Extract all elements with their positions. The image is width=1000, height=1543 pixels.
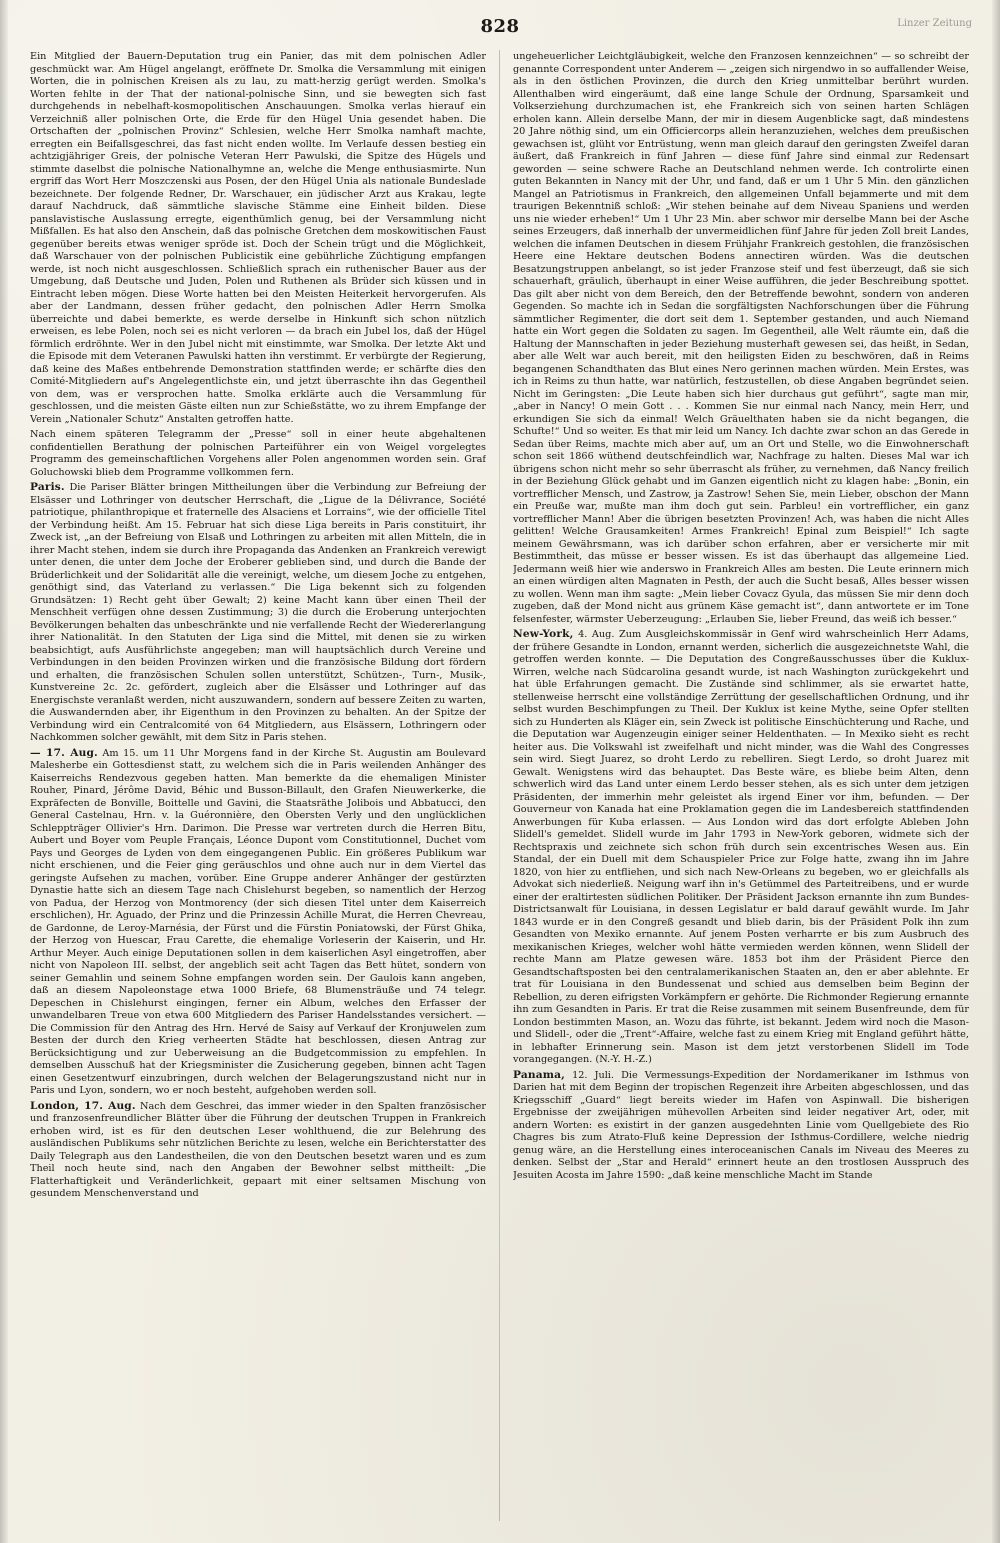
right-article-2-lead: New-York, <box>513 628 574 640</box>
right-column <box>513 50 969 1521</box>
right-article-2-text: 4. Aug. Zum Ausgleichskommissär in Genf wird wahrscheinlich Herr Adams, der frühere Gesandte in London, ernannt werden, sicherlich die ausgezeichnetste Wahl, die getroffen werden konnte. — Die Deputation des Congreßausschusses über die Kuklux-Wirren, welche nach Südcarolina gesandt wurde, ist nach Washington zurückgekehrt und hat üble Erfahrungen gemacht. Die Zustände sind schlimmer, als sie erwartet hatte, stellenweise herrscht eine vollständige Zerrüttung der gesellschaftlichen Ordnung, und ihr selbst wurden Beschimpfungen zu Theil. Der Kuklux ist keine Mythe, seine Opfer stellten sich zu Hunderten als Kläger ein, sein Zweck ist politische Einschüchterung und Rache, und die Deputation war Augenzeugin einiger seiner Heldenthaten. — In Mexiko sieht es recht heiter aus. Die Volkswahl ist zweifelhaft und nicht minder, was die Wahl des Congresses sein wird. Siegt Juarez, so droht Lerdo zu rebelliren. Siegt Lerdo, so droht Juarez mit Gewalt. Wenigstens wird das behauptet. Das Beste wäre, es bliebe beim Alten, denn schwerlich wird das Land unter einem Lerdo besser stehen, als es sich unter dem jetzigen Präsidenten, der immerhin mehr geleistet als irgend Einer vor ihm, befunden. — Der Gouverneur von Kanada hat eine Proklamation gegen die im Landesbereich stattfindenden Anwerbungen für Kuba erlassen. — Aus London wird das dort erfolgte Ableben John Slidell's gemeldet. Slidell wurde im Jahr 1793 in New-York geboren, widmete sich der Rechtspraxis und zeichnete sich schon früh durch sein excentrisches Wesen aus. Ein Standal, der ein Duell mit dem Schauspieler Price zur Folge hatte, zwang ihn im Jahre 1820, von hier zu entfliehen, und sich nach New-Orleans zu begeben, wo er gleichfalls als Advokat sich niederließ. Neigung warf ihn in's Getümmel des Parteitreibens, und er wurde einer der eraltirtesten südlichen Politiker. Der Präsident Jackson ernannte ihn zum Bundes-Districtsanwalt für Louisiana, in dessen Legislatur er bald darauf gewählt wurde. Im Jahr 1843 wurde er in den Congreß gesandt und blieb darin, bis der Präsident Polk ihn zum Gesandten von Mexiko ernannte. Auf jenem Posten verharrte er bis zum Ausbruch des mexikanischen Krieges, welcher wohl hätte vermieden werden können, wenn Slidell der rechte Mann am Platze gewesen wäre. 1853 bot ihm der Präsident Pierce den Gesandtschaftsposten bei den centralamerikanischen Staaten an, den er aber ablehnte. Er trat für Louisiana in den Bundessenat und schied aus demselben beim Beginn der Rebellion, zu deren eifrigsten Vorkämpfern er gehörte. Die Richmonder Regierung ernannte ihn zum Gesandten in Paris. Er trat die Reise zusammen mit seinem Busenfreunde, dem für London bestimmten Mason, an. Wozu das führte, ist bekannt. Jedem wird noch die Mason- und Slidell-, oder die „Trent“-Affaire, welche fast zu einem Krieg mit England geführt hätte, in lebhafter Erinnerung sein. Mason ist dem jetzt verstorbenen Slidell im Tode vorangegangen. (N.-Y. H.-Z.) <box>513 629 969 1065</box>
left-article-3-lead: Paris. <box>30 481 65 493</box>
left-article-5-text: Nach dem Geschrei, das immer wieder in den Spalten französischer und franzosenfreundlicher Blätter über die Führung der deutschen Truppen in Frankreich erhoben wird, ist es für den deutschen Leser wohlthuend, die zur Belehrung des ausländischen Publikums sehr nützlichen Berichte zu lesen, welche ein Berichterstatter des Daily Telegraph aus den Landestheilen, die von den Deutschen besetzt waren und es zum Theil noch heute sind, nach den Angaben der Bewohner selbst mittheilt: „Die Flatterhaftigkeit und Veränderlichkeit, gepaart mit einer seltsamen Mischung von gesundem Menschenverstand und <box>30 1100 486 1199</box>
left-article-5-lead: London, 17. Aug. <box>30 1099 136 1112</box>
left-article-3-text: Die Pariser Blätter bringen Mittheilungen über die Verbindung zur Befreiung der Elsässer und Lothringer von deutscher Herrschaft, die „Ligue de la Délivrance, Société patriotique, philanthropique et fraternelle des Alsaciens et Lorrains“, wie der officielle Titel der Verbindung heißt. Am 15. Februar hat sich diese Liga bereits in Paris constituirt, ihr Zweck ist, „an der Befreiung von Elsaß und Lothringen zu arbeiten mit allen Mitteln, die in ihrer Macht stehen, indem sie durch ihre Propaganda das Andenken an Frankreich verewigt unter denen, die unter dem Joche der Eroberer geblieben sind, und durch die Bande der Brüderlichkeit und der Solidarität alle die vereinigt, welche, um diesem Joche zu entgehen, genöthigt sind, das Vaterland zu verlassen.“ Die Liga bekennt sich zu folgenden Grundsätzen: 1) Recht geht über Gewalt; 2) keine Macht kann über einen Theil der Menschheit verfügen ohne dessen Zustimmung; 3) die durch die Eroberung unterjochten Bevölkerungen behalten das unbeschränkte und nie verfallende Recht der Wiedererlangung ihrer Nationalität. In den Statuten der Liga sind die Mittel, mit denen sie zu wirken beabsichtigt, aufs Ausführlichste angegeben; man will hauptsächlich durch Vereine und Verbindungen in den beiden Provinzen wirken und die französische Bildung dort fördern und erhalten, die französischen Schulen sollen unterstützt, Schützen-, Turn-, Musik-, Kunstvereine 2c. 2c. gefördert, zugleich aber die Elsässer und Lothringer auf das Energischste veranlaßt werden, nicht auszuwandern, sondern auf bessere Zeiten zu warten, die Auswandernden aber, ihr Eigenthum in den Provinzen zu behalten. An der Spitze der Verbindung wird ein Centralcomité von 64 Mitgliedern, aus Elsässern, Lothringern oder Nachkommen solcher gewählt, mit dem Sitz in Paris stehen. <box>30 482 486 743</box>
left-article-2-text: Nach einem späteren Telegramm der „Presse“ soll in einer heute abgehaltenen confidentiellen Berathung der polnischen Parteiführer ein von Weigel vorgelegtes Programm des gemeinschaftlichen Vorgehens aller Polen angenommen worden sein. Graf Goluchowski blieb dem Programme vollkommen fern. <box>30 429 486 478</box>
left-article-1-text: Ein Mitglied der Bauern-Deputation trug ein Panier, das mit dem polnischen Adler geschmückt war. Am Hügel angelangt, eröffnete Dr. Smolka die Versammlung mit einigen Worten, die in polnischen Kreisen als zu lau, zu matt-herzig gerügt werden. Smolka's Worten fehlte in der That der national-polnische Sinn, und sie bewegten sich fast durchgehends in nebelhaft-kosmopolitischen Anschauungen. Smolka verlas hierauf ein Verzeichniß aller polnischen Orte, die Erde für den Hügel Unia gesendet haben. Die Ortschaften der „polnischen Provinz“ Schlesien, welche Herr Smolka namhaft machte, erregten ein Beifallsgeschrei, das fast nicht enden wollte. Im Verlaufe dessen bestieg ein achtzigjähriger Greis, der polnische Veteran Herr Pawulski, die Spitze des Hügels und stimmte daselbst die polnische Nationalhymne an, welche die Menge enthusiasmirte. Nun ergriff das Wort Herr Moszczenski aus Posen, der den Hügel Unia als nationale Bundeslade bezeichnete. Der folgende Redner, Dr. Warschauer, ein jüdischer Arzt aus Krakau, legte darauf Nachdruck, daß sämmtliche slavische Stämme eine Einheit bilden. Diese panslavistische Auslassung erregte, eigenthümlich genug, bei der Versammlung nicht Mißfallen. Es hat also den Anschein, daß das polnische Gretchen dem moskowitischen Faust gegenüber bereits etwas weniger spröde ist. Doch der Schein trügt und die Möglichkeit, daß Warschauer von der polnischen Publicistik eine gebührliche Züchtigung empfangen werde, ist noch nicht ausgeschlossen. Schließlich sprach ein ruthenischer Bauer aus der Umgebung, daß Deutsche und Juden, Polen und Ruthenen als Brüder sich küssen und in Eintracht leben mögen. Diese Worte hatten bei den Meisten Heiterkeit hervorgerufen. Als aber der Landmann, dessen früher gedacht, den polnischen Adler Herrn Smolka überreichte und dabei bemerkte, es werde derselbe in Hinkunft sich schon nützlich erweisen, es lebe Polen, noch sei es nicht verloren — da brach ein Jubel los, daß der Hügel förmlich erdröhnte. Wer in den Jubel nicht mit einstimmte, war Smolka. Der letzte Akt und die Episode mit dem Veteranen Pawulski hatten ihn verstimmt. Er verbürgte der Regierung, daß keine des Maßes entbehrende Demonstration stattfinden werde; er schärfte dies den Comité-Mitgliedern auf's Angelegentlichste ein, und jetzt überraschte ihn das Gegentheil von dem, was er versprochen hatte. Smolka erklärte auch die Versammlung für geschlossen, und die meisten Gäste eilten nun zur Schießstätte, wo zu ihrem Empfange der Verein „Nationaler Schutz“ Anstalten getroffen hatte. <box>30 51 486 425</box>
left-article-5 <box>30 1100 486 1201</box>
left-scan-edge <box>0 0 8 1543</box>
left-column <box>30 50 486 1521</box>
page-header <box>0 10 1000 50</box>
right-article-3 <box>513 1069 969 1183</box>
right-article-3-lead: Panama, <box>513 1068 565 1081</box>
left-article-3 <box>30 481 486 745</box>
left-article-4-text: Am 15. um 11 Uhr Morgens fand in der Kirche St. Augustin am Boulevard Malesherbe ein Gottesdienst statt, zu welchem sich die in Paris weilenden Anhänger des Kaiserreichs Rendezvous gegeben hatten. Man bemerkte da die ehemaligen Minister Rouher, Pinard, Jérôme David, Béhic und Busson-Billault, den Grafen Nieuwerkerke, die Expräfecten de Bonville, Boittelle und Gavini, die Staatsräthe Jolibois und Abbatucci, den General Castelnau, Hrn. v. la Guéronnière, den Obersten Verly und den unglücklichen Schleppträger Ollivier's Hrn. Darimon. Die Presse war vertreten durch die Herren Bitu, Aubert und Boyer vom Peuple Français, Léonce Dupont vom Constitutionnel, Duchet vom Pays und Georges de Lyden von dem eingegangenen Public. Ein größeres Publikum war nicht erschienen, und die Feier ging geräuschlos und ohne auch nur in dem Viertel das geringste Aufsehen zu machen, vorüber. Eine Gruppe anderer Anhänger der gestürzten Dynastie hatte sich an diesem Tage nach Chislehurst begeben, so namentlich der Herzog von Padua, der Herzog von Montmorency (der sich diesen Titel unter dem Kaiserreich erschlichen), Hr. Aguado, der Prinz und die Prinzessin Achille Murat, die Herren Chevreau, de Gardonne, de Leroy-Marnésia, der Fürst und die Fürstin Poniatowski, der Fürst Ghika, der Herzog von Huescar, Frau Carette, die ehemalige Vorleserin der Kaiserin, und Hr. Arthur Meyer. Auch einige Deputationen sollen in dem kaiserlichen Asyl eingetroffen, aber nicht von Napoleon III. selbst, der angeblich seit acht Tagen das Bett hütet, sondern von seiner Gemahlin und seinem Sohne empfangen worden sein. Der Gaulois kann angeben, daß an diesem Napoleonstage etwa 1000 Briefe, 68 Blumensträuße und 74 telegr. Depeschen in Chislehurst eingingen, ferner ein Album, welches den Erfasser der unwandelbaren Treue von etwa 600 Mitgliedern des Pariser Handelsstandes versichert. — Die Commission für den Antrag des Hrn. Hervé de Saisy auf Verkauf der Kronjuwelen zum Besten der durch den Krieg verheerten Städte hat beschlossen, diesen Antrag zur Berücksichtigung und zur Ueberweisung an die Budgetcommission zu empfehlen. In demselben Ausschuß hat der Kriegsminister die Zusicherung gegeben, binnen acht Tagen einen Gesetzentwurf einzubringen, durch welchen der Belagerungszustand nicht nur in Paris und Lyon, sondern, wo er noch besteht, aufgehoben werden soll. <box>30 747 486 1096</box>
left-article-2 <box>30 428 486 479</box>
right-article-1-text: ungeheuerlicher Leichtgläubigkeit, welche den Franzosen kennzeichnen“ — so schreibt der genannte Correspondent unter Anderem — „zeigen sich nirgendwo in so auffallender Weise, als in den östlichen Provinzen, die durch den Krieg unmittelbar berührt wurden. Allenthalben wird eingeräumt, daß eine lange Schule der Ordnung, Sparsamkeit und Volkserziehung durchzumachen ist, ehe Frankreich sich von seinen harten Schlägen erholen kann. Allein derselbe Mann, der mir in diesem Augenblicke sagt, daß mindestens 20 Jahre nöthig sind, um ein Officiercorps allein heranzuziehen, welches dem preußischen gewachsen ist, glüht vor Entrüstung, wenn man gleich darauf den geringsten Zweifel daran äußert, daß Frankreich in fünf Jahren — diese fünf Jahre sind einmal zur Redensart geworden — seine schwere Rache an Deutschland nehmen werde. Ich controlirte einen guten Bekannten in Nancy mit der Uhr, und fand, daß er um 1 Uhr 5 Min. den gänzlichen Mangel an Patriotismus in Frankreich, den allgemeinen Unfall bejammerte und mit dem traurigen Bekenntniß schloß: „Wir stehen beinahe auf dem Niveau Spaniens und werden uns nie wieder erheben!“ Um 1 Uhr 23 Min. aber schwor mir derselbe Mann bei der Asche seines Erzeugers, daß innerhalb der unvermeidlichen fünf Jahre für jeden Zoll breit Landes, welchen die infamen Deutschen in diesem Frühjahr Frankreich gestohlen, die französischen Heere eine Hektare deutschen Bodens annectiren würden. Was die deutschen Besatzungstruppen anbelangt, so ist jeder Franzose steif und fest überzeugt, daß sie sich schauerhaft, gräulich, überhaupt in einer Weise aufführen, die jeder Beschreibung spottet. Das gilt aber nicht von dem Bereich, den der Betreffende bewohnt, sondern von anderen Gegenden. So machte ich in Sedan die sorgfältigsten Nachforschungen über die Führung sämmtlicher Regimenter, die dort seit dem 1. September gestanden, und auch Niemand hatte ein Wort gegen die Soldaten zu sagen. Im Gegentheil, alle Welt räumte ein, daß die Haltung der Mannschaften in jeder Beziehung musterhaft gewesen sei, das heißt, in Sedan, aber alle Welt war auch bereit, mit den heiligsten Eiden zu beschwören, daß in Reims begangenen Schandthaten das Blut eines Nero gerinnen machen würden. Mein Erstes, was ich in Reims zu thun hatte, war natürlich, festzustellen, ob diese Angaben begründet seien. Nicht im Geringsten: „Die Leute haben sich hier durchaus gut geführt“, sagte man mir, „aber in Nancy! O mein Gott . . . Kommen Sie nur einmal nach Nancy, mein Herr, und erkundigen Sie sich da einmal! Welch Gräuelthaten haben sie da nicht begangen, die Schufte!“ Und so weiter. Es that mir leid um Nancy. Ich dachte zwar schon an das Gerede in Sedan über Reims, machte mich aber auf, um an Ort und Stelle, wo die Einwohnerschaft schon seit 1866 wüthend deutschfeindlich war, Nachfrage zu halten. Dieses Mal war ich übrigens schon nicht mehr so sehr überrascht als früher, zu vernehmen, daß Nancy freilich in der Beziehung Glück gehabt und im Ganzen eigentlich nicht zu klagen habe: „Bonin, ein vortrefflicher Mensch, und Zastrow, ja Zastrow! Sehen Sie, mein Lieber, obschon der Mann ein Preuße war, mußte man ihm doch gut sein. Parbleu! ein vortrefflicher, ein ganz vortrefflicher Mann! Aber die übrigen besetzten Provinzen! Ach, was haben die nicht Alles gelitten! Welche Grausamkeiten! Armes Frankreich! Epinal zum Beispiel!“ Ich sagte meinem Gewährsmann, was ich darüber schon erfahren, aber er versicherte mir mit Bestimmtheit, das müsse er besser wissen. Es ist das überhaupt das allgemeine Lied. Jedermann weiß hier wie anderswo in Frankreich Alles am besten. Die Leute erinnern mich an einen würdigen alten Magnaten in Pesth, der auch die Sucht besaß, Alles besser wissen zu wollen. Wenn man ihm sagte: „Mein lieber Covacz Gyula, das müssen Sie mir denn doch zugeben, daß der Mond nicht aus grünem Käse gemacht ist“, dann antwortete er im Tone felsenfester, wärmster Ueberzeugung: „Erlauben Sie, lieber Freund, das weiß ich besser.“ <box>513 51 969 625</box>
right-article-3-text: 12. Juli. Die Vermessungs-Expedition der Nordamerikaner im Isthmus von Darien hat mit dem Beginn der tropischen Regenzeit ihre Arbeiten abgeschlossen, und das Kriegsschiff „Guard“ liegt bereits wieder im Hafen von Aspinwall. Die bisherigen Ergebnisse der zweijährigen mühevollen Arbeiten sind leider negativer Art, oder, mit andern Worten: es existirt in der ganzen ausgedehnten Linie vom Quellgebiete des Rio Chagres bis zum Atrato-Fluß keine Depression der Isthmus-Cordillere, welche niedrig genug wäre, an die Herstellung eines interoceanischen Canals im Niveau des Meeres zu denken. Selbst der „Star and Herald“ erinnert heute an den trostlosen Ausspruch des Jesuiten Acosta im Jahre 1590: „daß keine menschliche Macht im Stande <box>513 1069 969 1181</box>
column-divider <box>499 50 500 1521</box>
left-article-4 <box>30 747 486 1098</box>
running-head: Linzer Zeitung <box>897 18 972 29</box>
right-article-1 <box>513 50 969 626</box>
left-article-4-lead: — 17. Aug. <box>30 746 98 759</box>
left-article-1 <box>30 50 486 426</box>
page-number: 828 <box>480 16 520 37</box>
right-scan-edge <box>992 0 1000 1543</box>
article-columns <box>30 50 974 1521</box>
right-article-2 <box>513 628 969 1067</box>
